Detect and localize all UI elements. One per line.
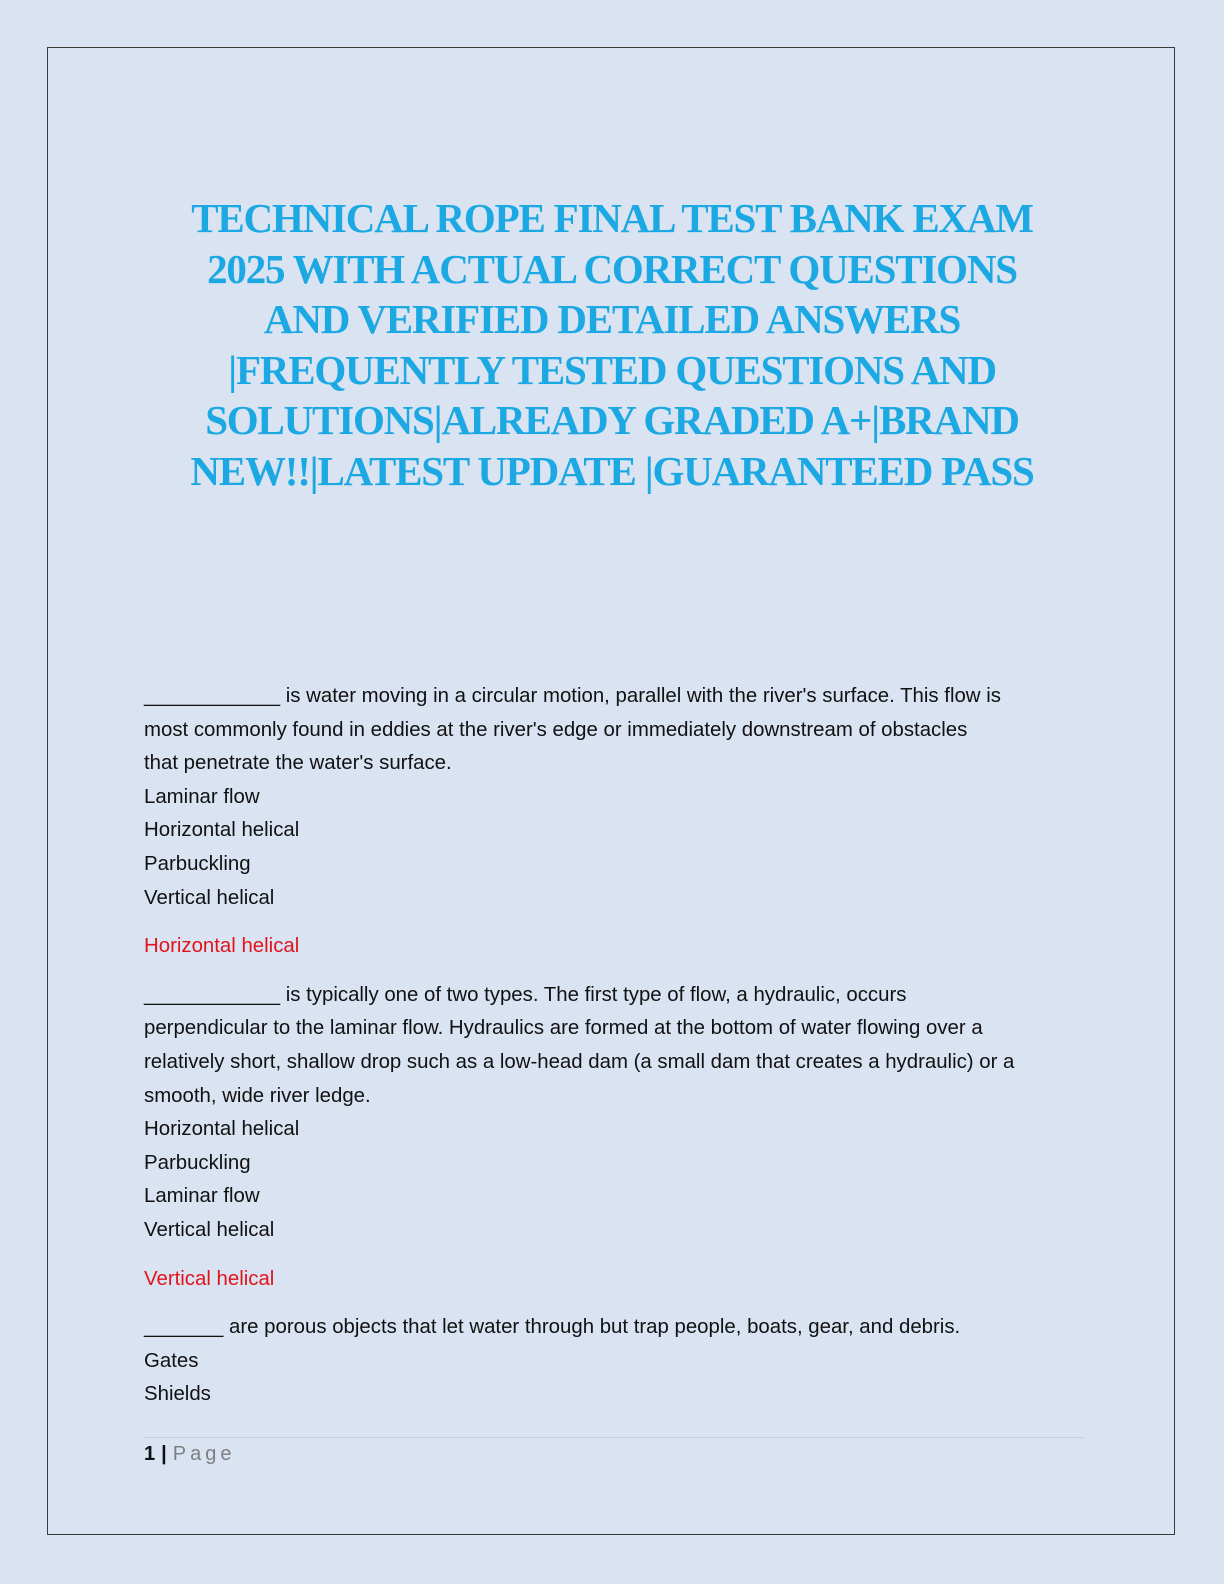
answer-option: Parbuckling — [144, 852, 251, 875]
question-line: relatively short, shallow drop such as a low-head dam (a small dam that creates a hydraulic) or a — [144, 1050, 1015, 1073]
correct-answer: Vertical helical — [144, 1267, 275, 1290]
answer-option: Horizontal helical — [144, 1118, 300, 1141]
question-text — [144, 680, 1084, 781]
question-line: ____________ is water moving in a circular motion, parallel with the river's surface. This flow is — [144, 685, 1001, 707]
question-line: ____________ is typically one of two types. The first type of flow, a hydraulic, occurs — [144, 983, 907, 1006]
title-line: AND VERIFIED DETAILED ANSWERS — [263, 296, 961, 342]
title-line: TECHNICAL ROPE FINAL TEST BANK EXAM — [191, 195, 1033, 241]
answer-option: Vertical helical — [144, 886, 275, 909]
question-block-2 — [144, 979, 1084, 1296]
answer-option: Vertical helical — [144, 1218, 275, 1241]
question-line: _______ are porous objects that let water through but trap people, boats, gear, and debris. — [144, 1316, 961, 1339]
title-line: SOLUTIONS|ALREADY GRADED A+|BRAND — [205, 397, 1019, 443]
question-line: smooth, wide river ledge. — [144, 1084, 371, 1107]
document-title — [130, 193, 1094, 496]
correct-answer: Horizontal helical — [144, 935, 300, 958]
page-label: Page — [172, 1443, 236, 1465]
footer-separator: | — [161, 1443, 167, 1465]
question-text — [144, 1311, 1084, 1345]
page-number: 1 — [144, 1443, 156, 1465]
page-footer — [144, 1440, 235, 1468]
answer-option: Laminar flow — [144, 1185, 260, 1208]
question-line: most commonly found in eddies at the river's edge or immediately downstream of obstacles — [144, 718, 968, 741]
answer-option: Shields — [144, 1383, 211, 1406]
title-line: |FREQUENTLY TESTED QUESTIONS AND — [228, 346, 996, 393]
question-block-1 — [144, 680, 1084, 964]
question-block-3 — [144, 1311, 1084, 1412]
title-line: 2025 WITH ACTUAL CORRECT QUESTIONS — [207, 245, 1017, 292]
footer-divider — [144, 1437, 1084, 1438]
title-line: NEW!!|LATEST UPDATE |GUARANTEED PASS — [190, 447, 1034, 494]
answer-option: Laminar flow — [144, 785, 260, 808]
answer-option: Gates — [144, 1349, 199, 1372]
answer-option: Horizontal helical — [144, 819, 300, 842]
question-line: perpendicular to the laminar flow. Hydraulics are formed at the bottom of water flowing over a — [144, 1017, 983, 1040]
question-line: that penetrate the water's surface. — [144, 752, 452, 775]
question-text — [144, 979, 1084, 1113]
answer-option: Parbuckling — [144, 1151, 251, 1174]
questions-section — [144, 680, 1084, 1412]
